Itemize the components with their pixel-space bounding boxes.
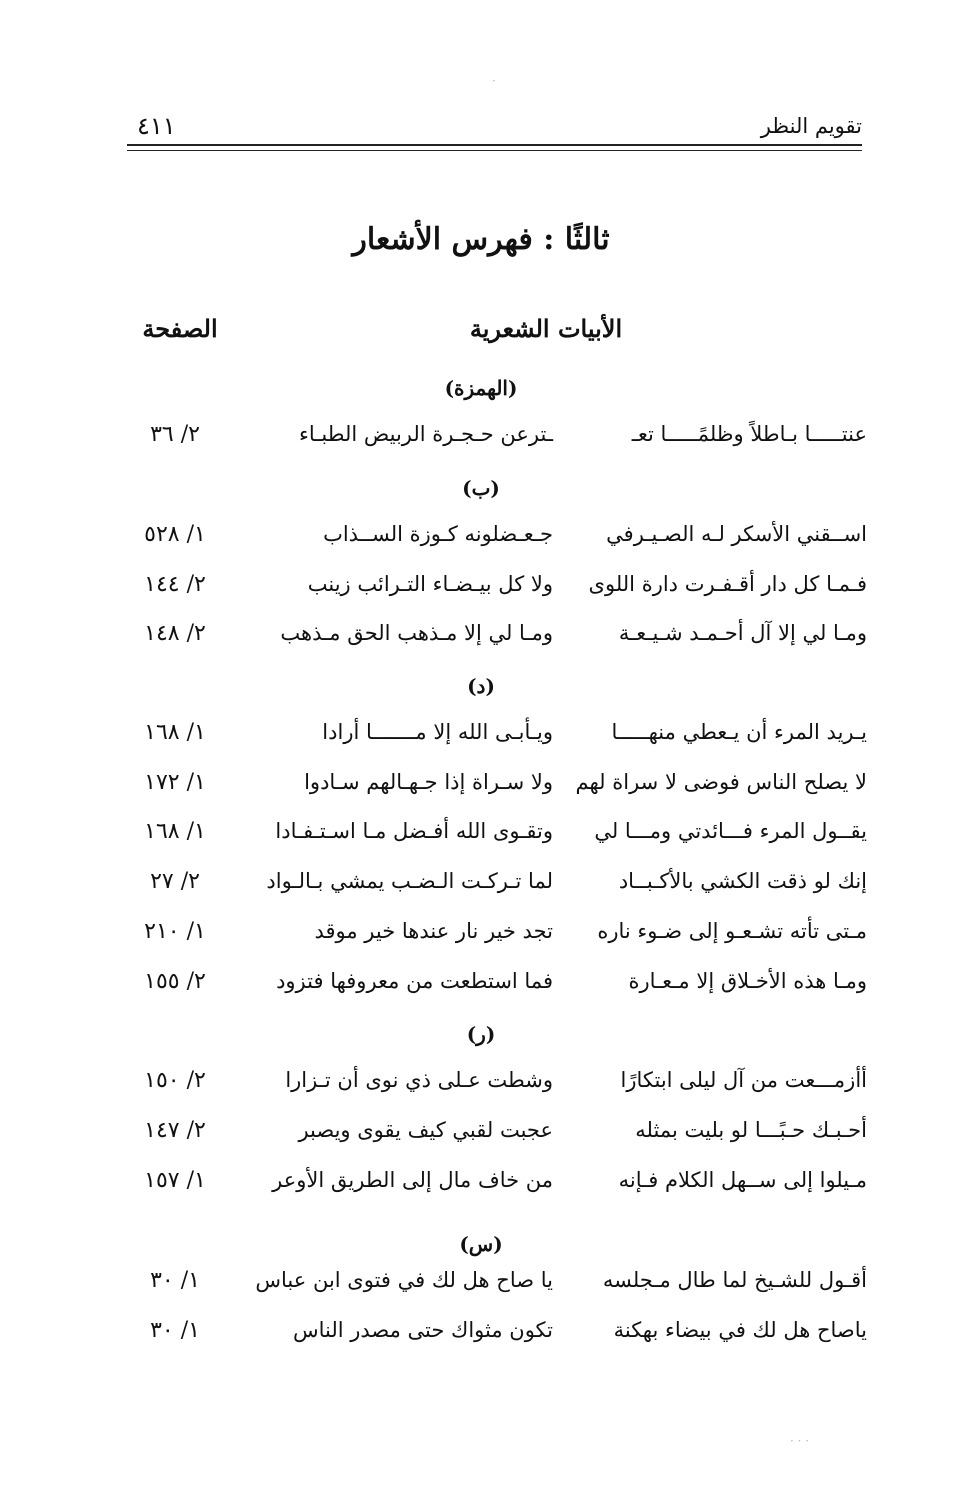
verse-second-hemistich: ـترعن حـجـرة الربيض الطبـاء <box>299 422 553 446</box>
verse-row <box>125 522 867 558</box>
header-rule-thick <box>127 144 862 146</box>
verse-row <box>125 621 867 657</box>
verse-first-hemistich: ومـا هذه الأخـلاق إلا مـعـارة <box>628 969 867 993</box>
letter-heading-sin: (س) <box>459 1232 503 1256</box>
scan-speck: · <box>492 74 496 88</box>
verse-second-hemistich: وشطت عـلى ذي نوى أن تـزارا <box>285 1068 553 1092</box>
verse-row <box>125 770 867 806</box>
verse-first-hemistich: أأزمـــعت من آل ليلى ابتكارًا <box>620 1068 867 1092</box>
verse-second-hemistich: فما استطعت من معروفها فتزود <box>276 969 553 993</box>
verse-first-hemistich: ومـا لي إلا آل أحـمـد شـيـعـة <box>618 621 867 645</box>
verse-second-hemistich: لما تـركـت الـضـب يمشي بـالـواد <box>266 869 553 893</box>
letter-heading-hamza: (الهمزة) <box>444 376 518 400</box>
page-reference: ١/ ١٦٨ <box>144 720 206 745</box>
verse-row <box>125 869 867 905</box>
verse-row <box>125 919 867 955</box>
verse-row <box>125 969 867 1005</box>
letter-heading-dal: (د) <box>467 674 495 698</box>
verse-row <box>125 1268 867 1304</box>
page-reference: ٢/ ١٤٧ <box>144 1118 206 1143</box>
verse-second-hemistich: ولا سـراة إذا جـهـالهم سـادوا <box>304 770 553 794</box>
page-reference: ١/ ٣٠ <box>150 1268 200 1293</box>
letter-heading-ra: (ر) <box>466 1022 496 1046</box>
column-header-verses: الأبيات الشعرية <box>469 314 623 343</box>
book-title: تقويم النظر <box>760 114 862 138</box>
column-header-page: الصفحة <box>142 314 218 343</box>
verse-row <box>125 422 867 458</box>
header-rule-thin <box>127 150 862 151</box>
page-reference: ٢/ ١٤٨ <box>144 621 206 646</box>
verse-second-hemistich: ولا كل بيـضـاء التـرائب زينب <box>307 572 553 596</box>
page-reference: ١/ ١٦٨ <box>144 819 206 844</box>
page-reference: ١/ ١٧٢ <box>144 770 206 795</box>
verse-first-hemistich: ياصاح هل لك في بيضاء بهكنة <box>613 1318 867 1342</box>
page-reference: ١/ ٣٠ <box>150 1318 200 1343</box>
verse-row <box>125 819 867 855</box>
verse-first-hemistich: أحـبـك حـبًـــا لو بليت بمثله <box>635 1118 867 1142</box>
page-reference: ٢/ ٣٦ <box>150 422 200 447</box>
page-reference: ٢/ ٢٧ <box>150 869 200 894</box>
verse-first-hemistich: يـريد المرء أن يـعطي منهـــــا <box>611 720 867 744</box>
verse-second-hemistich: تجد خير نار عندها خير موقد <box>314 919 553 943</box>
verse-first-hemistich: لا يصلح الناس فوضى لا سراة لهم <box>575 770 867 794</box>
page-reference: ١/ ١٥٧ <box>144 1168 206 1193</box>
verse-second-hemistich: عجبت لقبي كيف يقوى ويصبر <box>298 1118 553 1142</box>
verse-second-hemistich: وتقـوى الله أفـضل مـا اسـتـفـادا <box>275 819 553 843</box>
verse-second-hemistich: يا صاح هل لك في فتوى ابن عباس <box>255 1268 553 1292</box>
verse-row <box>125 1118 867 1154</box>
verse-first-hemistich: إنك لو ذقت الكشي بالأكـبــاد <box>618 869 867 893</box>
page-reference: ٢/ ١٥٥ <box>144 969 206 994</box>
verse-row <box>125 1068 867 1104</box>
letter-heading-ba: (ب) <box>462 476 500 500</box>
verse-row <box>125 1318 867 1354</box>
page-number: ٤١١ <box>137 112 176 140</box>
verse-second-hemistich: ومـا لي إلا مـذهب الحق مـذهب <box>280 621 553 645</box>
verse-second-hemistich: ويـأبـى الله إلا مـــــــا أرادا <box>322 720 553 744</box>
page-reference: ٢/ ١٥٠ <box>144 1068 206 1093</box>
section-title: ثالثًا : فهرس الأشعار <box>352 222 610 257</box>
verse-first-hemistich: اســقني الأسكر لـه الصـيـرفي <box>606 522 867 546</box>
verse-second-hemistich: تكون مثواك حتى مصدر الناس <box>292 1318 553 1342</box>
verse-second-hemistich: جـعـضلونه كـوزة الســذاب <box>323 522 553 546</box>
verse-first-hemistich: فـمـا كل دار أقـفـرت دارة اللوى <box>588 572 867 596</box>
verse-row <box>125 720 867 756</box>
running-header <box>127 110 862 144</box>
verse-first-hemistich: عنتـــــا بـاطلاً وظلمًـــــا تعـ <box>631 422 867 446</box>
verse-first-hemistich: مـتى تأته تشـعـو إلى ضـوء ناره <box>597 919 867 943</box>
verse-row <box>125 572 867 608</box>
verse-second-hemistich: من خاف مال إلى الطريق الأوعر <box>272 1168 553 1192</box>
scan-speck: · · · <box>790 1434 810 1448</box>
page-reference: ٢/ ١٤٤ <box>144 572 206 597</box>
verse-first-hemistich: يقــول المرء فـــائدتي ومـــا لي <box>594 819 867 843</box>
page-reference: ١/ ٥٢٨ <box>144 522 206 547</box>
page-reference: ١/ ٢١٠ <box>144 919 206 944</box>
verse-first-hemistich: أقـول للشـيخ لما طال مـجلسه <box>602 1268 867 1292</box>
verse-row <box>125 1168 867 1204</box>
verse-first-hemistich: مـيلوا إلى ســهل الكلام فـإنه <box>618 1168 867 1192</box>
